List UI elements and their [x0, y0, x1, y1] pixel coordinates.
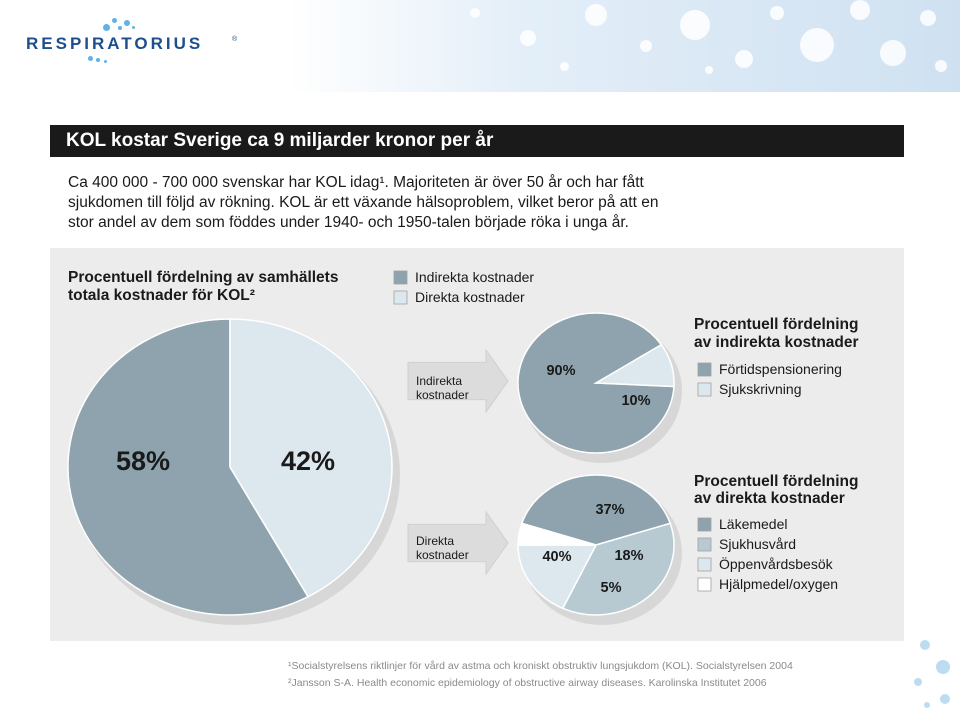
logo-dot — [103, 24, 110, 31]
indirect-pie-title-line: av indirekta kostnader — [694, 334, 859, 351]
decor-bubble — [560, 62, 569, 71]
decor-bubble — [470, 8, 480, 18]
decor-bubble — [880, 40, 906, 66]
pie-label-1-1: 10% — [621, 393, 651, 409]
pie-label-0-1: 42% — [280, 446, 336, 476]
intro-line: stor andel av dem som föddes under 1940- och 1950-talen började röka i unga år. — [68, 214, 629, 231]
main-pie-legend-swatch-0 — [394, 271, 407, 284]
decor-bubble — [920, 640, 930, 650]
arrow-direct-label: kostnader — [416, 548, 469, 562]
chart-panel — [50, 248, 904, 641]
logo-dot — [104, 60, 107, 63]
logo-dot — [124, 20, 130, 26]
decor-bubble — [735, 50, 753, 68]
pie-label-2-1: 37% — [595, 502, 625, 518]
pie-label-1-0: 90% — [546, 363, 576, 379]
logo-registered-mark: ® — [232, 36, 238, 43]
decor-bubble — [920, 10, 936, 26]
footnotes — [288, 658, 906, 692]
main-pie-legend-swatch-1 — [394, 291, 407, 304]
intro-paragraph — [68, 173, 848, 233]
main-pie-title-line: totala kostnader för KOL² — [68, 287, 255, 304]
arrow-direct-label: Direkta — [416, 534, 455, 548]
direct-pie-title-line: Procentuell fördelning — [694, 473, 859, 490]
logo[interactable]: RESPIRATORIUS — [26, 34, 204, 53]
decor-bubble — [914, 678, 922, 686]
decor-bubble — [940, 694, 950, 704]
header-banner — [0, 0, 960, 92]
decor-bubble — [935, 60, 947, 72]
arrow-indirect-label: kostnader — [416, 388, 469, 402]
decor-bubble — [705, 66, 713, 74]
decor-bubble — [520, 30, 536, 46]
chart-canvas — [50, 248, 904, 641]
footnote-2: ²Jansson S-A. Health economic epidemiology of obstructive airway diseases. Karolinska Institutet 2006 — [288, 677, 767, 689]
direct-pie-legend-label-1: Sjukhusvård — [719, 536, 797, 552]
direct-pie-legend-swatch-0 — [698, 518, 711, 531]
indirect-pie-legend-swatch-1 — [698, 383, 711, 396]
direct-pie-title-line: av direkta kostnader — [694, 490, 845, 507]
pie-label-0-0: 58% — [115, 446, 171, 476]
indirect-pie-legend-label-1: Sjukskrivning — [719, 381, 802, 397]
direct-pie-legend-label-2: Öppenvårdsbesök — [719, 556, 833, 572]
pie-label-2-3: 5% — [600, 580, 622, 596]
logo-dot — [96, 58, 100, 62]
decor-bubble — [680, 10, 710, 40]
intro-line: Ca 400 000 - 700 000 svenskar har KOL idag¹. Majoriteten är över 50 år och har fått — [68, 174, 644, 191]
main-pie-legend-label-1: Direkta kostnader — [415, 289, 525, 305]
pie-label-2-2: 18% — [614, 548, 644, 564]
footnote-1: ¹Socialstyrelsens riktlinjer för vård av astma och kroniskt obstruktiv lungsjukdom (KOL). Socialstyrelsen 2004 — [288, 660, 793, 672]
direct-pie-legend-label-0: Läkemedel — [719, 516, 788, 532]
arrow-indirect-label: Indirekta — [416, 374, 463, 388]
logo-dot — [132, 26, 135, 29]
logo-dot — [112, 18, 117, 23]
decor-bubble — [850, 0, 870, 20]
decor-bubble — [770, 6, 784, 20]
main-pie-title-line: Procentuell fördelning av samhällets — [68, 269, 339, 286]
indirect-pie-legend-label-0: Förtidspensionering — [719, 361, 842, 377]
decor-bubble — [640, 40, 652, 52]
direct-pie-legend-swatch-3 — [698, 578, 711, 591]
main-pie-legend-label-0: Indirekta kostnader — [415, 269, 535, 285]
decor-bubbles-corner — [900, 630, 960, 720]
intro-line: sjukdomen till följd av rökning. KOL är ett växande hälsoproblem, vilket beror på att en — [68, 194, 659, 211]
decor-bubble — [924, 702, 930, 708]
logo-dot — [118, 26, 122, 30]
indirect-pie-title-line: Procentuell fördelning — [694, 316, 859, 333]
indirect-pie-legend-swatch-0 — [698, 363, 711, 376]
page-title: KOL kostar Sverige ca 9 miljarder kronor per år — [66, 130, 494, 151]
direct-pie-legend-swatch-2 — [698, 558, 711, 571]
title-bar — [50, 125, 904, 157]
logo-dot — [88, 56, 93, 61]
direct-pie-legend-label-3: Hjälpmedel/oxygen — [719, 576, 839, 592]
pie-label-2-0: 40% — [542, 549, 572, 565]
decor-bubble — [585, 4, 607, 26]
decor-bubble — [936, 660, 950, 674]
direct-pie-legend-swatch-1 — [698, 538, 711, 551]
decor-bubble — [800, 28, 834, 62]
